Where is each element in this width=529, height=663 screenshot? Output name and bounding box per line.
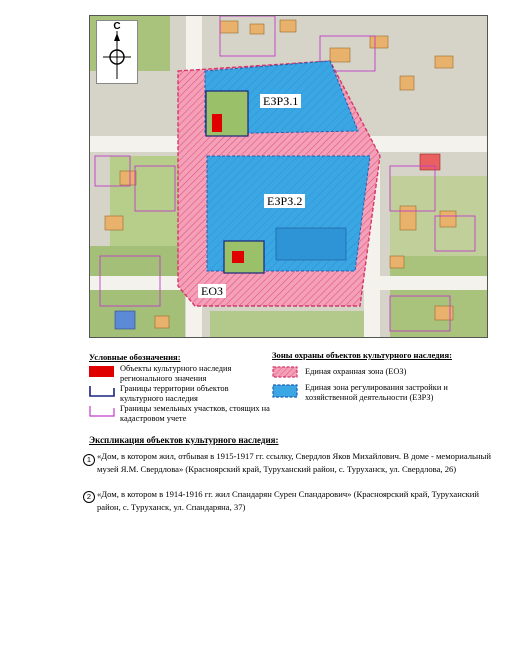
explication-title: Экспликация объектов культурного наследия: — [89, 435, 279, 445]
legend-item-heritage-objects: Объекты культурного наследия регионального значения — [120, 364, 232, 383]
ezrz1-label: ЕЗРЗ.1 — [260, 94, 301, 108]
map-canvas — [90, 16, 488, 338]
eoz-label: ЕОЗ — [198, 284, 226, 298]
eoz-swatch — [272, 366, 298, 378]
ezrz2-label: ЕЗРЗ.2 — [264, 194, 305, 208]
explication-item-number: 1 — [83, 454, 95, 466]
north-arrow — [96, 20, 138, 84]
explication-item-1: «Дом, в котором жил, отбывая в 1915-1917 гг. ссылку, Свердлов Яков Михайлович. В доме - мемориальный музей Я.М. Свердлова» (Красноярский край, Туруханский район, с. Туруханск, ул. Свердлова, 26) — [97, 451, 491, 474]
legend-item-eoz: Единая охранная зона (ЕОЗ) — [305, 367, 407, 376]
compass-letter: С — [113, 21, 121, 32]
heritage-boundary-swatch — [89, 384, 115, 398]
cultural-heritage-map — [89, 15, 488, 338]
zones-legend-title: Зоны охраны объектов культурного наследия: — [272, 350, 452, 360]
legend-item-ezrz: Единая зона регулирования застройки и хозяйственной деятельности (ЕЗРЗ) — [305, 383, 448, 402]
legend-item-heritage-boundaries: Границы территории объектов культурного наследия — [120, 384, 229, 403]
heritage-object-swatch — [89, 366, 114, 377]
compass-icon — [97, 21, 137, 83]
explication-item-number: 2 — [83, 491, 95, 503]
legend-item-parcel-boundaries: Границы земельных участков, стоящих на кадастровом учете — [120, 404, 270, 423]
parcel-boundary-swatch — [89, 404, 115, 418]
ezrz-swatch — [272, 384, 298, 398]
heritage-object-2 — [232, 251, 244, 263]
heritage-object-1 — [212, 114, 222, 132]
legend-title: Условные обозначения: — [89, 352, 181, 362]
explication-item-2: «Дом, в котором в 1914-1916 гг. жил Спандарян Сурен Спандарович» (Красноярский край, Туруханский район, с. Туруханск, ул. Спандаряна, 37) — [97, 489, 480, 512]
